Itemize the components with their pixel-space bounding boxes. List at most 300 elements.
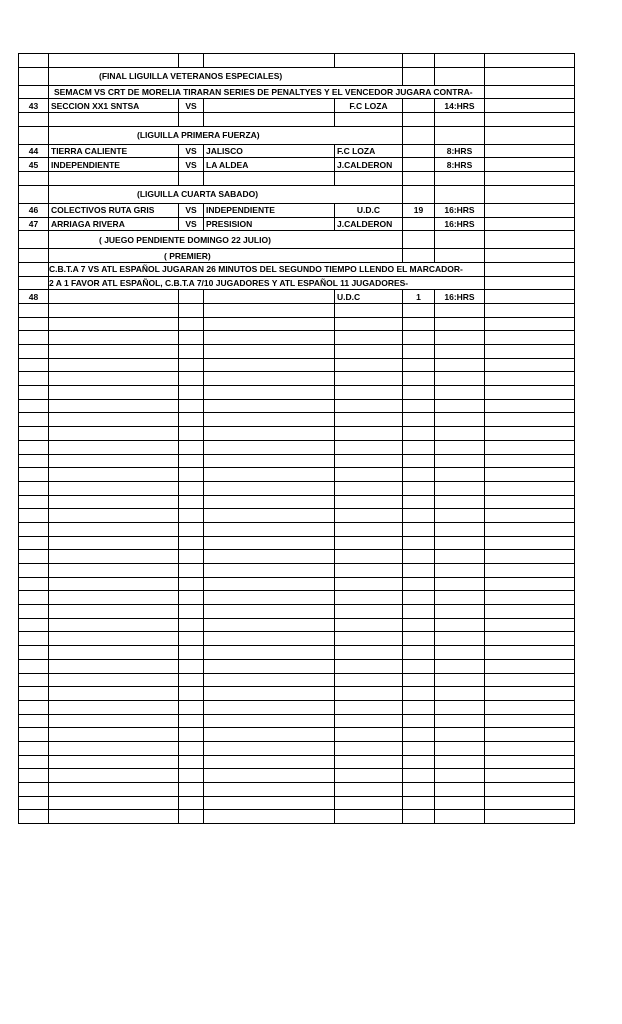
empty-row (19, 714, 575, 728)
empty-cell (435, 564, 485, 578)
empty-cell (49, 427, 179, 441)
empty-cell (485, 440, 575, 454)
empty-cell (179, 345, 204, 359)
empty-cell (335, 495, 403, 509)
away-team: JALISCO (204, 144, 335, 158)
empty-cell (19, 810, 49, 824)
section-title-row (19, 67, 575, 85)
empty-cell (435, 536, 485, 550)
empty-cell (335, 468, 403, 482)
empty-cell (19, 536, 49, 550)
empty-cell (485, 468, 575, 482)
empty-cell (403, 810, 435, 824)
empty-cell (335, 796, 403, 810)
empty-cell (19, 564, 49, 578)
away-team (204, 99, 335, 113)
empty-cell (19, 386, 49, 400)
home-team: SECCION XX1 SNTSA (49, 99, 179, 113)
empty-cell (19, 276, 49, 290)
vs-label: VS (179, 99, 204, 113)
empty-cell (49, 714, 179, 728)
empty-row (19, 454, 575, 468)
empty-cell (335, 605, 403, 619)
empty-cell (403, 440, 435, 454)
section-title: (FINAL LIGUILLA VETERANOS ESPECIALES) (49, 67, 403, 85)
empty-cell (485, 741, 575, 755)
empty-cell (435, 796, 485, 810)
empty-cell (49, 755, 179, 769)
empty-cell (204, 468, 335, 482)
empty-cell (49, 331, 179, 345)
empty-cell (485, 700, 575, 714)
empty-cell (435, 481, 485, 495)
empty-cell (403, 345, 435, 359)
empty-cell (403, 741, 435, 755)
empty-cell (179, 741, 204, 755)
field-name: U.D.C (335, 203, 403, 217)
empty-cell (485, 495, 575, 509)
empty-cell (403, 454, 435, 468)
section-subtitle: ( PREMIER) (49, 249, 403, 263)
empty-cell (435, 673, 485, 687)
empty-cell (19, 591, 49, 605)
empty-cell (335, 113, 403, 127)
empty-cell (19, 755, 49, 769)
empty-cell (485, 755, 575, 769)
empty-cell (403, 700, 435, 714)
empty-cell (204, 481, 335, 495)
empty-cell (485, 687, 575, 701)
empty-cell (49, 741, 179, 755)
empty-cell (179, 659, 204, 673)
empty-cell (49, 468, 179, 482)
empty-row (19, 522, 575, 536)
empty-cell (179, 172, 204, 186)
empty-cell (49, 700, 179, 714)
empty-cell (335, 810, 403, 824)
empty-cell (335, 345, 403, 359)
empty-cell (335, 714, 403, 728)
empty-cell (435, 755, 485, 769)
empty-cell (403, 331, 435, 345)
vs-label: VS (179, 203, 204, 217)
empty-cell (204, 618, 335, 632)
empty-row (19, 673, 575, 687)
empty-cell (19, 522, 49, 536)
match-number: 45 (19, 158, 49, 172)
empty-cell (485, 358, 575, 372)
empty-cell (204, 646, 335, 660)
empty-cell (204, 577, 335, 591)
empty-cell (403, 509, 435, 523)
empty-cell (335, 618, 403, 632)
vs-label: VS (179, 158, 204, 172)
home-team: COLECTIVOS RUTA GRIS (49, 203, 179, 217)
empty-cell (179, 399, 204, 413)
empty-row (19, 399, 575, 413)
empty-cell (403, 591, 435, 605)
empty-cell (435, 386, 485, 400)
empty-row (19, 659, 575, 673)
empty-cell (403, 536, 435, 550)
empty-cell (49, 413, 179, 427)
empty-cell (485, 331, 575, 345)
empty-cell (403, 522, 435, 536)
away-team: LA ALDEA (204, 158, 335, 172)
empty-cell (19, 126, 49, 144)
empty-row (19, 495, 575, 509)
empty-row (19, 509, 575, 523)
empty-cell (179, 113, 204, 127)
field-name: F.C LOZA (335, 144, 403, 158)
empty-cell (435, 249, 485, 263)
empty-cell (49, 632, 179, 646)
empty-cell (19, 550, 49, 564)
empty-cell (19, 509, 49, 523)
empty-cell (335, 440, 403, 454)
empty-cell (485, 85, 575, 99)
empty-cell (485, 290, 575, 304)
empty-cell (179, 646, 204, 660)
empty-row (19, 796, 575, 810)
empty-cell (204, 591, 335, 605)
empty-cell (19, 372, 49, 386)
empty-cell (49, 317, 179, 331)
empty-cell (435, 231, 485, 249)
note-text: C.B.T.A 7 VS ATL ESPAÑOL JUGARAN 26 MINUTOS DEL SEGUNDO TIEMPO LLENDO EL MARCADOR- (49, 262, 485, 276)
empty-cell (179, 386, 204, 400)
empty-cell (485, 249, 575, 263)
empty-cell (485, 372, 575, 386)
empty-cell (204, 331, 335, 345)
empty-cell (335, 372, 403, 386)
empty-cell (179, 54, 204, 68)
empty-cell (49, 646, 179, 660)
empty-cell (485, 231, 575, 249)
empty-cell (49, 495, 179, 509)
empty-cell (485, 810, 575, 824)
empty-cell (435, 399, 485, 413)
empty-row (19, 618, 575, 632)
empty-cell (485, 796, 575, 810)
empty-cell (204, 728, 335, 742)
empty-cell (485, 454, 575, 468)
empty-cell (435, 413, 485, 427)
match-number: 46 (19, 203, 49, 217)
match-row (19, 158, 575, 172)
empty-cell (19, 399, 49, 413)
empty-cell (49, 386, 179, 400)
empty-cell (403, 564, 435, 578)
empty-cell (49, 810, 179, 824)
empty-cell (179, 427, 204, 441)
empty-cell (49, 399, 179, 413)
empty-cell (435, 454, 485, 468)
empty-cell (204, 399, 335, 413)
empty-cell (335, 399, 403, 413)
empty-cell (403, 413, 435, 427)
empty-cell (19, 728, 49, 742)
empty-cell (204, 783, 335, 797)
empty-cell (435, 67, 485, 85)
empty-cell (204, 172, 335, 186)
empty-cell (485, 276, 575, 290)
empty-cell (19, 454, 49, 468)
empty-cell (335, 303, 403, 317)
empty-cell (485, 536, 575, 550)
empty-cell (204, 372, 335, 386)
empty-cell (179, 509, 204, 523)
empty-cell (19, 317, 49, 331)
empty-row (19, 755, 575, 769)
empty-cell (335, 427, 403, 441)
empty-cell (204, 673, 335, 687)
empty-cell (335, 659, 403, 673)
empty-cell (485, 303, 575, 317)
empty-cell (335, 386, 403, 400)
section-title: (LIGUILLA PRIMERA FUERZA) (49, 126, 403, 144)
empty-cell (179, 769, 204, 783)
empty-cell (179, 564, 204, 578)
empty-row (19, 536, 575, 550)
empty-cell (204, 345, 335, 359)
empty-cell (435, 741, 485, 755)
match-number: 48 (19, 290, 49, 304)
empty-cell (403, 659, 435, 673)
empty-cell (49, 591, 179, 605)
empty-cell (485, 99, 575, 113)
note-text: 2 A 1 FAVOR ATL ESPAÑOL, C.B.T.A 7/10 JUGADORES Y ATL ESPAÑOL 11 JUGADORES- (49, 276, 485, 290)
away-team (204, 290, 335, 304)
empty-cell (179, 440, 204, 454)
empty-cell (19, 67, 49, 85)
empty-cell (49, 481, 179, 495)
empty-cell (19, 741, 49, 755)
empty-cell (403, 317, 435, 331)
empty-row (19, 564, 575, 578)
home-team (49, 290, 179, 304)
empty-row (19, 550, 575, 564)
empty-cell (335, 591, 403, 605)
empty-cell (19, 345, 49, 359)
empty-cell (19, 783, 49, 797)
empty-cell (335, 646, 403, 660)
empty-cell (204, 427, 335, 441)
empty-row (19, 427, 575, 441)
empty-cell (49, 769, 179, 783)
empty-row (19, 113, 575, 127)
empty-cell (19, 605, 49, 619)
empty-cell (179, 728, 204, 742)
empty-cell (435, 783, 485, 797)
empty-cell (204, 632, 335, 646)
empty-cell (179, 755, 204, 769)
empty-cell (49, 172, 179, 186)
empty-cell (485, 386, 575, 400)
empty-cell (19, 714, 49, 728)
empty-cell (335, 454, 403, 468)
section-title-row (19, 231, 575, 249)
empty-cell (435, 769, 485, 783)
empty-cell (204, 550, 335, 564)
empty-cell (49, 522, 179, 536)
empty-cell (204, 755, 335, 769)
empty-cell (335, 317, 403, 331)
empty-cell (403, 358, 435, 372)
empty-cell (435, 317, 485, 331)
empty-cell (335, 741, 403, 755)
court-number (403, 158, 435, 172)
empty-cell (485, 427, 575, 441)
empty-cell (204, 741, 335, 755)
empty-cell (335, 413, 403, 427)
empty-cell (19, 632, 49, 646)
note-row (19, 276, 575, 290)
empty-row (19, 303, 575, 317)
empty-row (19, 687, 575, 701)
empty-cell (403, 113, 435, 127)
empty-cell (435, 440, 485, 454)
empty-cell (49, 687, 179, 701)
match-row (19, 203, 575, 217)
empty-cell (335, 522, 403, 536)
empty-cell (403, 427, 435, 441)
empty-cell (435, 605, 485, 619)
empty-cell (435, 509, 485, 523)
empty-cell (204, 687, 335, 701)
match-number: 47 (19, 217, 49, 231)
empty-cell (179, 522, 204, 536)
empty-cell (335, 54, 403, 68)
empty-cell (204, 303, 335, 317)
empty-row (19, 591, 575, 605)
empty-cell (49, 113, 179, 127)
empty-cell (204, 536, 335, 550)
empty-cell (435, 714, 485, 728)
empty-cell (49, 618, 179, 632)
empty-cell (49, 659, 179, 673)
empty-cell (179, 550, 204, 564)
empty-cell (485, 783, 575, 797)
empty-cell (49, 550, 179, 564)
court-number: 1 (403, 290, 435, 304)
empty-cell (485, 591, 575, 605)
empty-cell (204, 386, 335, 400)
empty-cell (204, 358, 335, 372)
match-number: 44 (19, 144, 49, 158)
empty-cell (204, 605, 335, 619)
empty-cell (403, 249, 435, 263)
empty-cell (19, 495, 49, 509)
empty-cell (403, 728, 435, 742)
empty-row (19, 440, 575, 454)
empty-row (19, 605, 575, 619)
empty-cell (204, 495, 335, 509)
empty-cell (403, 303, 435, 317)
home-team: INDEPENDIENTE (49, 158, 179, 172)
empty-cell (179, 673, 204, 687)
empty-cell (179, 454, 204, 468)
empty-cell (49, 536, 179, 550)
court-number (403, 99, 435, 113)
empty-cell (485, 262, 575, 276)
empty-cell (204, 317, 335, 331)
empty-cell (49, 54, 179, 68)
empty-cell (485, 172, 575, 186)
empty-cell (335, 481, 403, 495)
match-time: 16:HRS (435, 203, 485, 217)
empty-cell (19, 54, 49, 68)
empty-cell (19, 577, 49, 591)
empty-cell (435, 303, 485, 317)
empty-cell (403, 185, 435, 203)
empty-cell (403, 495, 435, 509)
empty-cell (335, 172, 403, 186)
section-title: (LIGUILLA CUARTA SABADO) (49, 185, 403, 203)
schedule-table (18, 53, 575, 824)
empty-cell (403, 783, 435, 797)
field-name: U.D.C (335, 290, 403, 304)
empty-cell (335, 632, 403, 646)
empty-row (19, 700, 575, 714)
away-team: INDEPENDIENTE (204, 203, 335, 217)
note-row (19, 85, 575, 99)
empty-cell (403, 796, 435, 810)
empty-cell (179, 783, 204, 797)
empty-cell (403, 632, 435, 646)
empty-cell (179, 317, 204, 331)
empty-cell (19, 231, 49, 249)
empty-cell (19, 262, 49, 276)
empty-cell (335, 687, 403, 701)
note-row (19, 262, 575, 276)
match-time: 8:HRS (435, 158, 485, 172)
empty-cell (485, 126, 575, 144)
empty-cell (19, 185, 49, 203)
empty-cell (19, 427, 49, 441)
empty-cell (485, 509, 575, 523)
empty-cell (485, 317, 575, 331)
empty-cell (485, 185, 575, 203)
empty-cell (485, 618, 575, 632)
empty-cell (403, 714, 435, 728)
empty-cell (435, 185, 485, 203)
empty-cell (335, 564, 403, 578)
empty-row (19, 632, 575, 646)
empty-cell (403, 755, 435, 769)
empty-row (19, 769, 575, 783)
subtitle-row (19, 249, 575, 263)
empty-cell (19, 700, 49, 714)
empty-cell (19, 172, 49, 186)
empty-cell (435, 522, 485, 536)
empty-cell (335, 331, 403, 345)
empty-cell (403, 126, 435, 144)
empty-cell (485, 158, 575, 172)
home-team: TIERRA CALIENTE (49, 144, 179, 158)
empty-cell (49, 303, 179, 317)
empty-cell (403, 172, 435, 186)
empty-cell (435, 646, 485, 660)
empty-cell (485, 113, 575, 127)
empty-cell (335, 536, 403, 550)
section-title-row (19, 126, 575, 144)
empty-row (19, 345, 575, 359)
court-number: 19 (403, 203, 435, 217)
empty-cell (204, 564, 335, 578)
section-title: ( JUEGO PENDIENTE DOMINGO 22 JULIO) (49, 231, 403, 249)
match-time: 8:HRS (435, 144, 485, 158)
